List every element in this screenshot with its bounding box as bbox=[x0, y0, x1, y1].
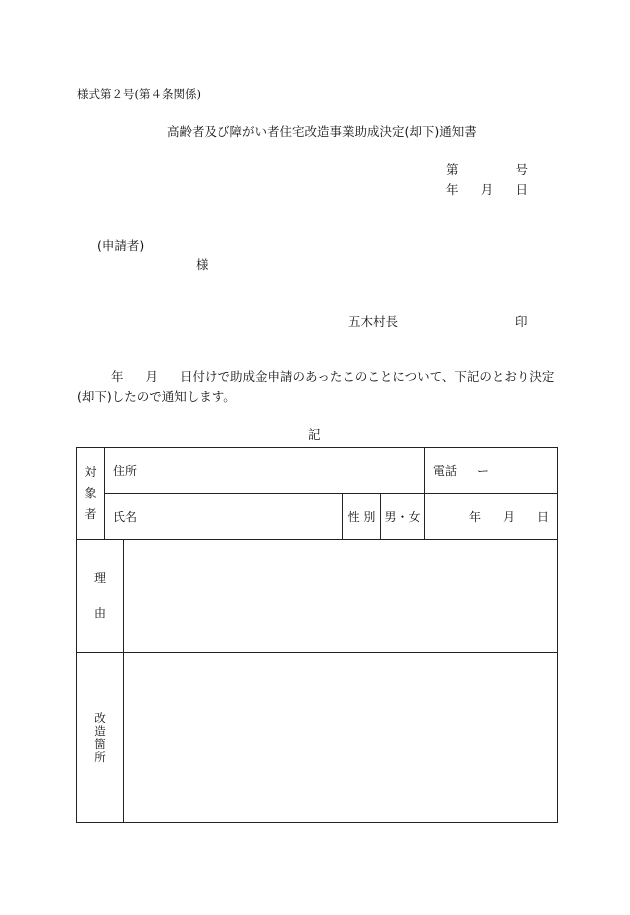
body-text: 日付けで助成金申請のあったこのことについて、下記のとおり決定(却下)したので通知します。 bbox=[77, 369, 555, 404]
birth-year: 年 bbox=[468, 510, 481, 524]
subject-table bbox=[76, 447, 558, 823]
phone-label: 電話 bbox=[433, 464, 458, 478]
address-label: 住所 bbox=[113, 464, 138, 478]
notice-body bbox=[77, 367, 555, 407]
phone-field bbox=[425, 448, 558, 494]
document-title: 高齢者及び障がい者住宅改造事業助成決定(却下)通知書 bbox=[167, 124, 477, 139]
doc-date-year: 年 bbox=[446, 182, 459, 197]
document-number bbox=[446, 160, 528, 178]
ki-heading: 記 bbox=[308, 427, 321, 442]
applicant-label: (申請者) bbox=[97, 238, 145, 253]
location-field bbox=[124, 653, 558, 823]
name-label: 氏名 bbox=[113, 510, 138, 524]
location-label-cell: 改 造 箇 所 bbox=[77, 653, 124, 823]
subject-cell: 対 象 者 bbox=[77, 448, 105, 540]
birth-day: 日 bbox=[537, 510, 550, 524]
gender-options: 男・女 bbox=[381, 494, 425, 540]
body-month: 月 bbox=[145, 369, 159, 384]
applicant-honorific: 様 bbox=[196, 257, 209, 272]
body-year: 年 bbox=[111, 369, 124, 384]
doc-number-prefix: 第 bbox=[446, 162, 459, 177]
phone-dash: ー bbox=[477, 464, 490, 478]
form-number: 様式第２号(第４条関係) bbox=[77, 87, 201, 101]
gender-label-cell: 性 別 bbox=[343, 494, 381, 540]
reason-label-cell: 理 由 bbox=[77, 540, 124, 653]
document-date bbox=[446, 180, 528, 198]
birth-month: 月 bbox=[502, 510, 515, 524]
name-field bbox=[105, 494, 343, 540]
doc-date-day: 日 bbox=[515, 182, 528, 197]
reason-field bbox=[124, 540, 558, 653]
doc-number-suffix: 号 bbox=[515, 162, 528, 177]
issuer-name: 五木村長 bbox=[348, 314, 399, 329]
doc-date-month: 月 bbox=[480, 182, 494, 197]
address-field bbox=[105, 448, 425, 494]
issuer-seal: 印 bbox=[515, 314, 528, 329]
birth-date-field bbox=[425, 494, 558, 540]
